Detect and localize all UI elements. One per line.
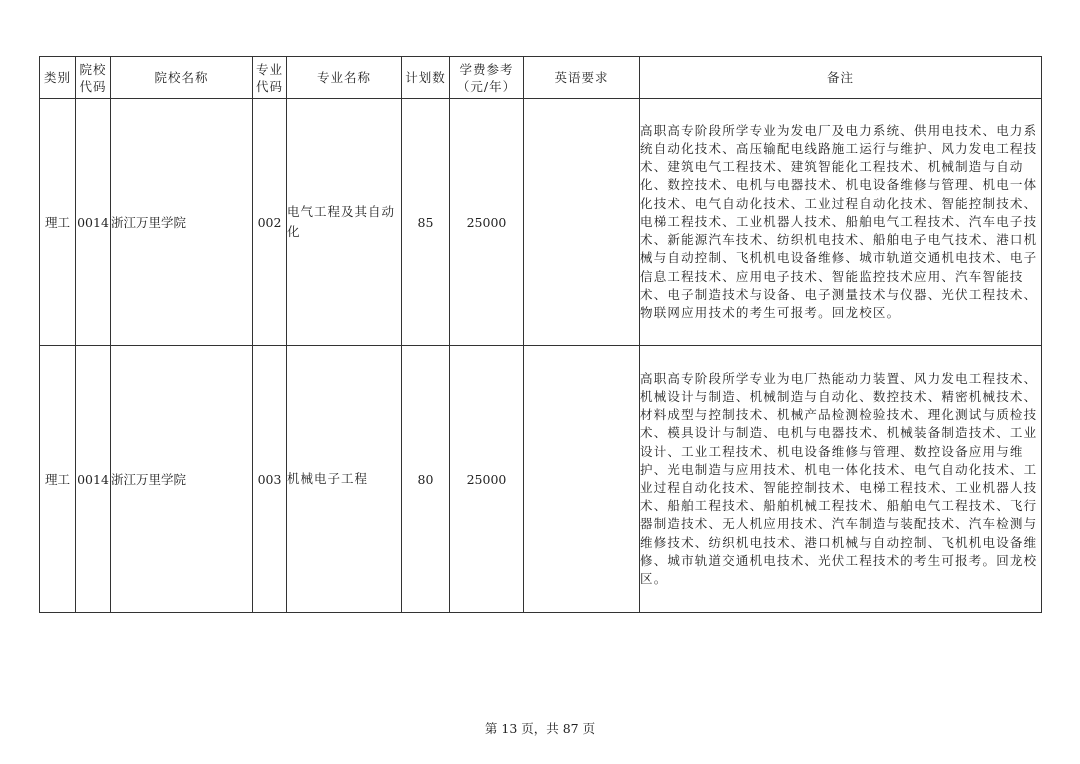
admission-table: [39, 56, 1042, 613]
cell-english: [524, 99, 640, 346]
header-tuition: 学费参考（元/年）: [450, 57, 524, 99]
cell-major-code: 003: [253, 346, 287, 613]
header-english: 英语要求: [524, 57, 640, 99]
cell-plan: 80: [402, 346, 450, 613]
cell-major-name: 电气工程及其自动化: [287, 99, 402, 346]
cell-tuition: 25000: [450, 346, 524, 613]
cell-remark: 高职高专阶段所学专业为电厂热能动力装置、风力发电工程技术、机械设计与制造、机械制造与自动化、数控技术、精密机械技术、材料成型与控制技术、机械产品检测检验技术、理化测试与质检技术、模具设计与制造、电机与电器技术、机械装备制造技术、工业设计、工业工程技术、机电设备维修与管理、数控设备应用与维护、光电制造与应用技术、机电一体化技术、电气自动化技术、工业过程自动化技术、智能控制技术、电梯工程技术、工业机器人技术、船舶工程技术、船舶机械工程技术、船舶电气工程技术、飞行器制造技术、无人机应用技术、汽车制造与装配技术、汽车检测与维修技术、纺织机电技术、港口机械与自动控制、飞机机电设备维修、城市轨道交通机电技术、光伏工程技术的考生可报考。回龙校区。: [640, 346, 1042, 613]
cell-tuition: 25000: [450, 99, 524, 346]
cell-remark: 高职高专阶段所学专业为发电厂及电力系统、供用电技术、电力系统自动化技术、高压输配电线路施工运行与维护、风力发电工程技术、建筑电气工程技术、建筑智能化工程技术、机械制造与自动化、数控技术、电机与电器技术、机电设备维修与管理、机电一体化技术、电气自动化技术、工业过程自动化技术、智能控制技术、电梯工程技术、工业机器人技术、船舶电气工程技术、汽车电子技术、新能源汽车技术、纺织机电技术、船舶电子电气技术、港口机械与自动控制、飞机机电设备维修、城市轨道交通机电技术、电子信息工程技术、应用电子技术、智能监控技术应用、汽车智能技术、电子制造技术与设备、电子测量技术与仪器、光伏工程技术、物联网应用技术的考生可报考。回龙校区。: [640, 99, 1042, 346]
cell-major-code: 002: [253, 99, 287, 346]
header-major-name: 专业名称: [287, 57, 402, 99]
header-row: [40, 57, 1042, 99]
table-row: [40, 99, 1042, 346]
header-school-code: 院校代码: [76, 57, 111, 99]
cell-school-code: 0014: [76, 99, 111, 346]
cell-major-name: 机械电子工程: [287, 346, 402, 613]
header-category: 类别: [40, 57, 76, 99]
cell-school-code: 0014: [76, 346, 111, 613]
header-school-name: 院校名称: [111, 57, 253, 99]
cell-category: 理工: [40, 99, 76, 346]
header-remark: 备注: [640, 57, 1042, 99]
header-plan: 计划数: [402, 57, 450, 99]
header-major-code: 专业代码: [253, 57, 287, 99]
cell-school-name: 浙江万里学院: [111, 99, 253, 346]
cell-category: 理工: [40, 346, 76, 613]
page-footer: 第 13 页，共 87 页: [484, 721, 596, 736]
cell-plan: 85: [402, 99, 450, 346]
cell-school-name: 浙江万里学院: [111, 346, 253, 613]
table-row: [40, 346, 1042, 613]
cell-english: [524, 346, 640, 613]
